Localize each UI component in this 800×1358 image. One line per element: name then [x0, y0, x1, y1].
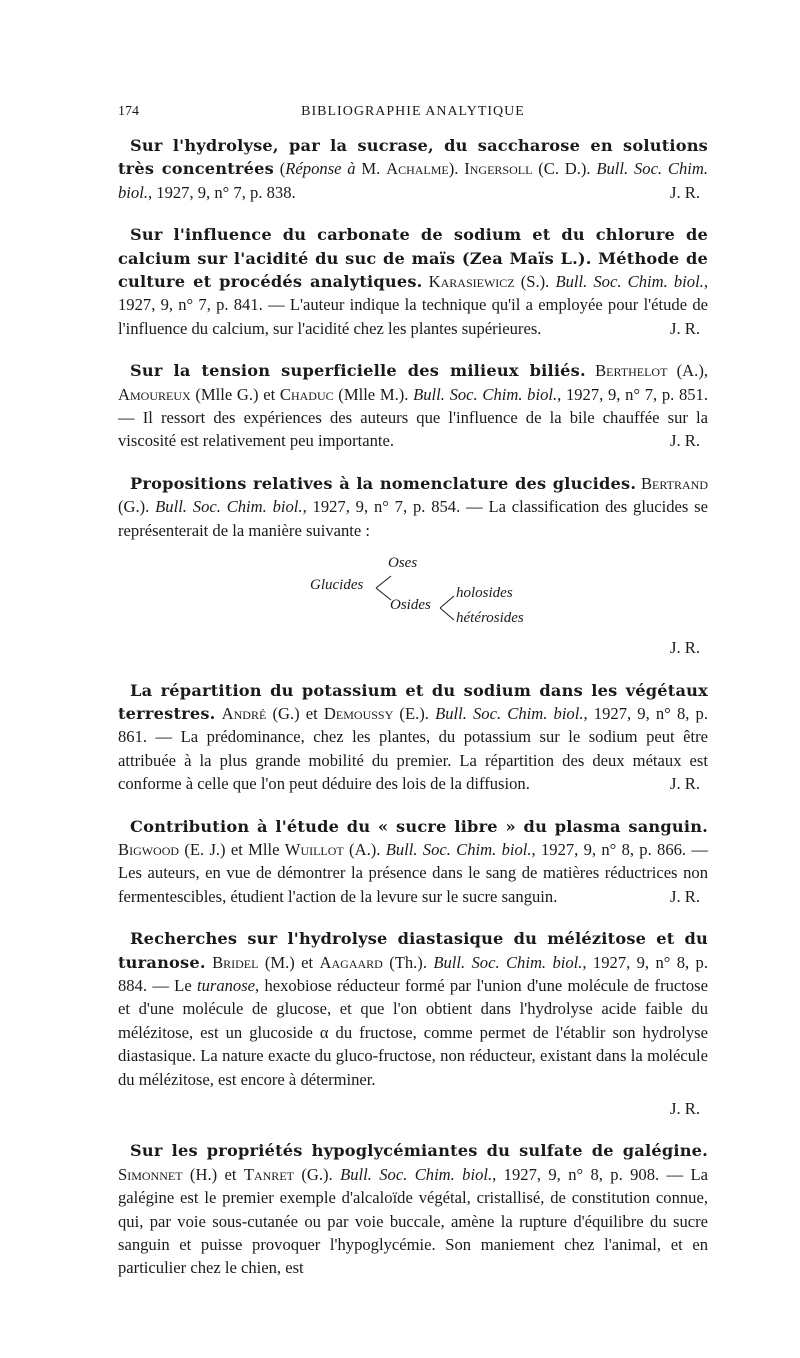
italic-text: turanose [196, 975, 256, 995]
abstract-entry [118, 679, 708, 796]
entry-title: Recherches sur l'hydrolyse diastasique du mélézitose et du turanose. [118, 929, 708, 972]
entry-text: Sur l'hydrolyse, par la sucrase, du saccharose en solutions très concentrées (Réponse à M. Achalme). Ingersoll (C. D.). Bull. Soc. Chim. biol., 1927, 9, n° 7, p. 838. J. R. [118, 134, 708, 204]
entry-title: Sur la tension superficielle des milieux biliés. [130, 361, 586, 381]
journal-name: Bull. Soc. Chim. biol. [118, 159, 708, 202]
author-name: Wuillot [284, 839, 344, 859]
reference-text: , hexobiose réducteur formé par l'union d'une molécule de fructose et d'une molécule de glucose, et que l'on obtient dans l'hydrolyse acide faible du mélézitose, est un glucoside α du fructose, comme permet de l'établir son hydrolyse diastasique. La nature exacte du gluco-fructose, non réducteur, existant dans la molécule du mélézitose, est encore à déterminer. [118, 975, 708, 1089]
scheme-label-oses: Oses [388, 555, 418, 572]
author-name: Simonnet [118, 1164, 183, 1184]
abstract-entry [118, 134, 708, 204]
journal-name: Bull. Soc. Chim. biol. [433, 952, 583, 972]
abstract-entry [118, 472, 708, 660]
entry-text: Propositions relatives à la nomenclature des glucides. Bertrand (G.). Bull. Soc. Chim. biol., 1927, 9, n° 7, p. 854. — La classification des glucides se représenterait de la manière suivante : [118, 473, 708, 540]
author-name: Tanret [243, 1164, 294, 1184]
entry-text: Sur les propriétés hypoglycémiantes du sulfate de galégine. Simonnet (H.) et Tanret (G.). Bull. Soc. Chim. biol., 1927, 9, n° 8, p. 908. — La galégine est le premier exemple d'alcaloïde végétal, cristallisé, de constitution connue, qui, par voie sous-cutanée ou par voie buccale, amène la rupture d'équilibre du sucre sanguin et puisse provoquer l'hypoglycémie. Son maniement chez l'animal, et en particulier chez le chien, est [118, 1141, 708, 1278]
running-title: BIBLIOGRAPHIE ANALYTIQUE [301, 104, 525, 119]
author-name: Berthelot [595, 361, 668, 381]
classification-scheme [310, 552, 610, 630]
author-name: Ingersoll [464, 159, 533, 179]
entry-text: La répartition du potassium et du sodium dans les végétaux terrestres. André (G.) et Demoussy (E.). Bull. Soc. Chim. biol., 1927, 9, n° 8, p. 861. — La prédominance, chez les plantes, du potassium sur le sodium peut être attribuée à la plus grande mobilité du premier. La répartition des deux métaux est conforme à celle que l'on peut déduire des lois de la diffusion. J. R. [118, 679, 708, 796]
scheme-label-osides: Osides [390, 597, 431, 614]
entry-title: Sur l'influence du carbonate de sodium et du chlorure de calcium sur l'acidité du suc de maïs (Zea Maïs L.). Méthode de culture et procédés analytiques. [118, 225, 708, 292]
journal-name: Bull. Soc. Chim. biol. [413, 384, 558, 404]
reference-text: , 1927, 9, n° 8, p. 861. — La prédominance, chez les plantes, du potassium sur le sodium peut être attribuée à la plus grande mobilité du premier. La répartition des deux métaux est conforme à celle que l'on peut déduire des lois de la diffusion. [118, 703, 708, 794]
signature: J. R. [670, 1099, 700, 1118]
scheme-label-glucides: Glucides [310, 577, 364, 594]
journal-name: Bull. Soc. Chim. biol. [155, 497, 303, 517]
reference-text: , 1927, 9, n° 8, p. 908. — La galégine est le premier exemple d'alcaloïde végétal, cristallisé, de constitution connue, qui, par voie sous-cutanée ou par voie buccale, amène la rupture d'équilibre du sucre sanguin et puisse provoquer l'hypoglycémie. Son maniement chez l'animal, et en particulier chez le chien, est [118, 1164, 708, 1278]
author-name: Bridel [212, 952, 259, 972]
signature: J. R. [670, 431, 700, 451]
entry-title: Contribution à l'étude du « sucre libre » du plasma sanguin. [130, 816, 708, 836]
author-name: Bertrand [640, 473, 708, 493]
signature: J. R. [670, 182, 700, 202]
author-name: André [221, 703, 267, 723]
reference-text: , 1927, 9, n° 7, p. 851. — Il ressort des expériences des auteurs que l'influence de la bile chauffée sur la viscosité est relativement peu importante. [118, 384, 708, 451]
scheme-label-heterosides: hétérosides [456, 610, 524, 627]
entry-title: Sur les propriétés hypoglycémiantes du sulfate de galégine. [130, 1141, 708, 1161]
author-name: Aagaard [319, 952, 383, 972]
entry-title: Sur l'hydrolyse, par la sucrase, du saccharose en solutions très concentrées [118, 136, 708, 179]
page-number: 174 [118, 104, 139, 119]
signature: J. R. [670, 774, 700, 794]
journal-name: Bull. Soc. Chim. biol. [555, 272, 704, 292]
signature: J. R. [670, 318, 700, 338]
journal-name: Bull. Soc. Chim. biol. [340, 1164, 493, 1184]
journal-name: Bull. Soc. Chim. biol. [385, 839, 532, 859]
bracket-line [376, 588, 391, 600]
abstract-entry [118, 815, 708, 909]
journal-name: Bull. Soc. Chim. biol. [435, 703, 584, 723]
entry-text: Sur l'influence du carbonate de sodium et du chlorure de calcium sur l'acidité du suc de maïs (Zea Maïs L.). Méthode de culture et procédés analytiques. Karasiewicz (S.). Bull. Soc. Chim. biol., 1927, 9, n° 7, p. 841. — L'auteur indique la technique qu'il a employée pour l'étude de l'influence du calcium, sur l'acidité chez les plantes supérieures. J. R. [118, 223, 708, 340]
scheme-label-holosides: holosides [456, 585, 513, 602]
author-name: Demoussy [323, 703, 394, 723]
page-header [118, 100, 708, 120]
author-name: Karasiewicz [428, 272, 515, 292]
reference-text: , 1927, 9, n° 7, p. 841. — L'auteur indique la technique qu'il a employée pour l'étude de l'influence du calcium, sur l'acidité chez les plantes supérieures. [118, 272, 708, 338]
abstract-entry [118, 927, 708, 1120]
italic-text: Réponse à [285, 159, 356, 179]
abstract-entry [118, 223, 708, 340]
reference-text: , 1927, 9, n° 7, p. 838. [147, 182, 296, 202]
bracket-line [376, 576, 391, 588]
abstract-entry [118, 359, 708, 453]
entry-title: La répartition du potassium et du sodium dans les végétaux terrestres. [118, 680, 708, 723]
bracket-line [440, 596, 454, 608]
author-name: Amoureux [118, 384, 191, 404]
entry-text: Sur la tension superficielle des milieux biliés. Berthelot (A.), Amoureux (Mlle G.) et Chaduc (Mlle M.). Bull. Soc. Chim. biol., 1927, 9, n° 7, p. 851. — Il ressort des expériences des auteurs que l'influence de la bile chauffée sur la viscosité est relativement peu importante. J. R. [118, 359, 708, 453]
reference-text: , 1927, 9, n° 8, p. 866. — Les auteurs, en vue de démontrer la présence dans le sang de matières réductrices non fermentescibles, étudient l'action de la levure sur le sucre sanguin. [118, 839, 708, 906]
entry-title: Propositions relatives à la nomenclature des glucides. [130, 473, 637, 493]
entry-text: Recherches sur l'hydrolyse diastasique du mélézitose et du turanose. Bridel (M.) et Aagaard (Th.). Bull. Soc. Chim. biol., 1927, 9, n° 8, p. 884. — Le turanose, hexobiose réducteur formé par l'union d'une molécule de fructose et d'une molécule de glucose, et que l'on obtient dans l'hydrolyse acide faible du mélézitose, est un glucoside α du fructose, comme permet de l'établir son hydrolyse diastasique. La nature exacte du gluco-fructose, non réducteur, existant dans la molécule du mélézitose, est encore à déterminer. [118, 929, 708, 1089]
signature: J. R. [670, 886, 700, 906]
reference-text: , 1927, 9, n° 8, p. 884. — Le [118, 952, 708, 995]
author-name: Bigwood [118, 839, 180, 859]
signature: J. R. [670, 638, 700, 658]
entry-text: Contribution à l'étude du « sucre libre » du plasma sanguin. Bigwood (E. J.) et Mlle Wuillot (A.). Bull. Soc. Chim. biol., 1927, 9, n° 8, p. 866. — Les auteurs, en vue de démontrer la présence dans le sang de matières réductrices non fermentescibles, étudient l'action de la levure sur le sucre sanguin. J. R. [118, 815, 708, 909]
reference-text: , 1927, 9, n° 7, p. 854. — La classification des glucides se représenterait de la manière suivante : [118, 497, 708, 540]
author-name: Chaduc [279, 384, 334, 404]
abstract-entry [118, 1139, 708, 1279]
author-name: Achalme [386, 159, 449, 179]
bracket-line [440, 608, 454, 620]
